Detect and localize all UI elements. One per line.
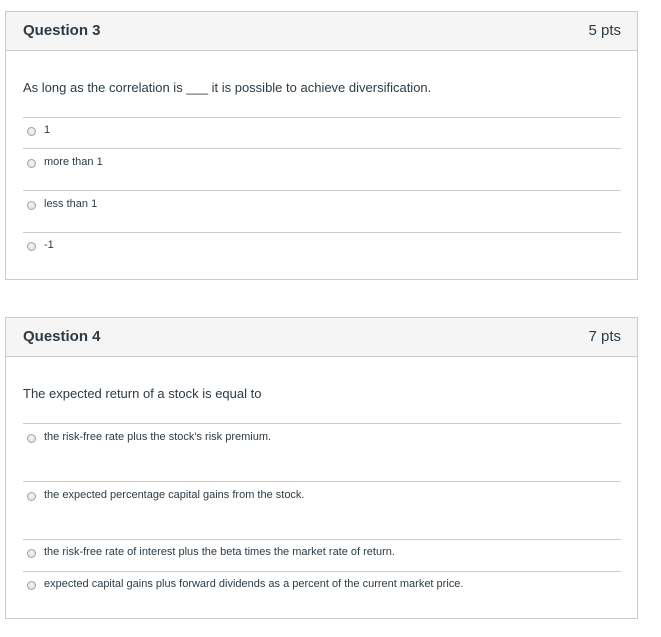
question-points: 5 pts <box>588 22 621 39</box>
question-text: As long as the correlation is ___ it is possible to achieve diversification. <box>23 80 432 95</box>
answer-option[interactable] <box>23 539 621 571</box>
question-text: The expected return of a stock is equal to <box>23 386 262 401</box>
answer-option[interactable] <box>23 481 621 539</box>
radio-button-icon[interactable] <box>27 201 36 210</box>
answer-label[interactable]: more than 1 <box>44 156 103 168</box>
question-4 <box>5 317 638 619</box>
question-points: 7 pts <box>588 328 621 345</box>
answer-label[interactable]: 1 <box>44 124 51 136</box>
answer-label[interactable]: the risk-free rate plus the stock's risk premium. <box>44 431 272 443</box>
answer-option[interactable] <box>23 117 621 148</box>
radio-button-icon[interactable] <box>27 434 36 443</box>
answer-label[interactable]: the risk-free rate of interest plus the beta times the market rate of return. <box>44 546 395 558</box>
answer-label[interactable]: -1 <box>44 239 54 251</box>
question-header <box>6 12 637 51</box>
radio-button-icon[interactable] <box>27 242 36 251</box>
question-title: Question 3 <box>23 22 101 39</box>
radio-button-icon[interactable] <box>27 581 36 590</box>
radio-button-icon[interactable] <box>27 549 36 558</box>
answer-label[interactable]: expected capital gains plus forward dividends as a percent of the current market price. <box>44 578 464 590</box>
question-3 <box>5 11 638 280</box>
answer-label[interactable]: less than 1 <box>44 198 98 210</box>
question-header <box>6 318 637 357</box>
radio-button-icon[interactable] <box>27 159 36 168</box>
radio-button-icon[interactable] <box>27 127 36 136</box>
answer-label[interactable]: the expected percentage capital gains from the stock. <box>44 489 305 501</box>
answer-option[interactable] <box>23 423 621 481</box>
answer-option[interactable] <box>23 571 621 607</box>
question-title: Question 4 <box>23 328 101 345</box>
radio-button-icon[interactable] <box>27 492 36 501</box>
answer-option[interactable] <box>23 232 621 266</box>
answer-option[interactable] <box>23 148 621 190</box>
answer-option[interactable] <box>23 190 621 232</box>
